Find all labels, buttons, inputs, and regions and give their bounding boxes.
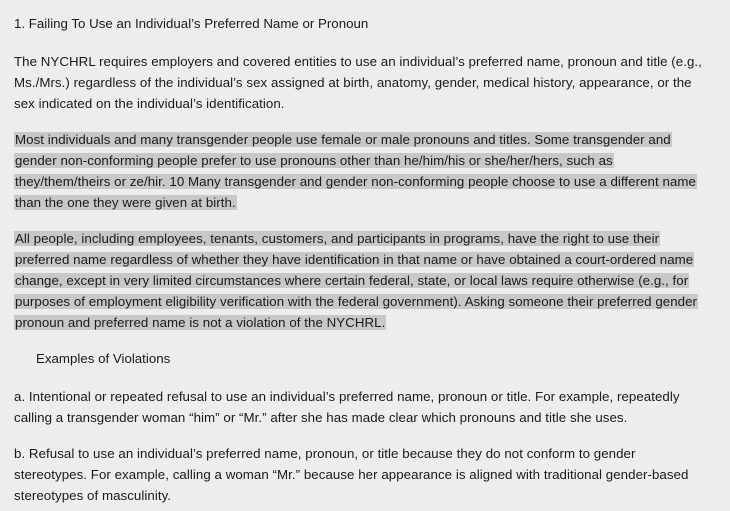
paragraph-pronoun-usage-highlighted — [14, 129, 708, 213]
paragraph-preferred-name-rights-highlighted — [14, 228, 708, 333]
examples-of-violations-subheading: Examples of Violations — [36, 350, 171, 366]
section-heading: 1. Failing To Use an Individual’s Preferred Name or Pronoun — [14, 16, 369, 31]
highlight-span: Most individuals and many transgender people use female or male pronouns and titles. Some transgender and gender non-conforming people prefer to use pronouns other than he/him/his or she/her/hers, such as they/them/theirs or ze/hir. 10 Many transgender and gender non-conforming people choose to use a different name than the one they were given at birth. — [15, 131, 696, 210]
paragraph-violation-b: b. Refusal to use an individual’s preferred name, pronoun, or title because they do not conform to gender stereotypes. For example, calling a woman “Mr.” because her appearance is aligned with traditional gender-based stereotypes of masculinity. — [14, 445, 689, 503]
paragraph-violation-a: a. Intentional or repeated refusal to use an individual’s preferred name, pronoun or title. For example, repeatedly calling a transgender woman “him” or “Mr.” after she has made clear which pronouns and title she uses. — [14, 388, 680, 425]
paragraph-nychrl-requirement: The NYCHRL requires employers and covered entities to use an individual’s preferred name, pronoun and title (e.g., Ms./Mrs.) regardless of the individual’s sex assigned at birth, anatomy, gender, medical history, appearance, or the sex indicated on the individual’s identification. — [14, 53, 702, 111]
highlight-span: All people, including employees, tenants, customers, and participants in programs, have the right to use their preferred name regardless of whether they have identification in that name or have obtained a court-ordered name change, except in very limited circumstances where certain federal, state, or local laws require otherwise (e.g., for purposes of employment eligibility verification with the federal government). Asking someone their preferred gender pronoun and preferred name is not a violation of the NYCHRL. — [15, 230, 698, 330]
